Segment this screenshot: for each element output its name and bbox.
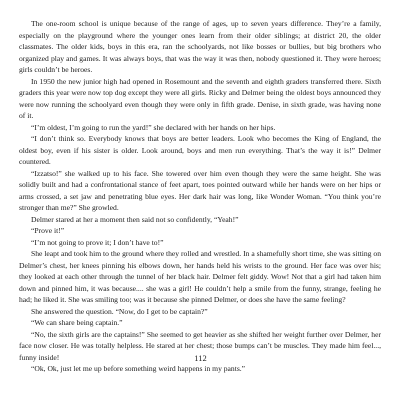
paragraph: Delmer stared at her a moment then said not so confidently, “Yeah!”: [31, 214, 239, 224]
paragraph: She answered the question. “Now, do I get to be captain?”: [31, 306, 208, 316]
paragraph: “No, the sixth girls are the captains!” She seemed to get heavier as she shifted her weight further over Delmer, her face now closer. He was totally helpless. He stared at her chest; those bumps can’t be muscles. They made him feel..., funny inside!: [19, 329, 381, 362]
paragraph: “Izzatso!” she walked up to his face. She towered over him even though they were the same height. She was solidly built and had a confrontational stance of feet apart, toes pointed outward while her hands were on her hips or arms crossed, a set jaw and penetrating blue eyes. Her dark hair was long, like Wonder Woman. “You think you’re stronger than me?” She growled.: [19, 168, 381, 212]
paragraph: “I don’t think so. Everybody knows that boys are better leaders. Look who becomes the King of England, the oldest boy, even if his sister is older. Look around, boys and men run everything. That’s the way it is!” Delmer countered.: [19, 134, 381, 166]
body-text: [19, 18, 381, 375]
paragraph: “Prove it!”: [31, 226, 65, 235]
paragraph: The one-room school is unique because of the range of ages, up to seven years difference. They’re a family, especially on the playground where the younger ones learn from their older siblings; at district 20, the older classmates. The older kids, boys in this era, ran the schoolyards, not like bosses or bullies, but big brothers who organized play and games. It was always boys, that was the way it was then, nobody questioned it. They were heroes; girls couldn’t be heroes.: [19, 19, 381, 74]
paragraph: “Ok, Ok, just let me up before something weird happens in my pants.”: [31, 364, 246, 373]
paragraph: In 1950 the new junior high had opened in Rosemount and the seventh and eighth graders transferred there. Sixth graders this year were now top dog except they were all girls. Ricky and Delmer being the oldest boys announced they were now running the schoolyard even though they were only in fifth grade. Denise, in sixth grade, was having none of it.: [19, 76, 381, 120]
page-number: 112: [194, 353, 207, 363]
paragraph: “We can share being captain.”: [31, 318, 123, 327]
paragraph: She leapt and took him to the ground where they rolled and wrestled. In a shamefully short time, she was sitting on Delmer’s chest, her knees pinning his elbows down, her hands held his wrists to the ground. Her face was over his; they looked at each other through the tunnel of her black hair. Delmer felt giddy. Wow! Not that a girl had taken him down and pinned him, it was because.... she was a girl! He couldn’t help a smile from the funny, strange, feeling he had; he liked it. She was smiling too; was it because she pinned Delmer, or does she have the same feeling?: [19, 249, 381, 304]
paragraph: “I’m oldest, I’m going to run the yard!” she declared with her hands on her hips.: [31, 122, 276, 132]
paragraph: “I’m not going to prove it; I don’t have to!”: [31, 237, 164, 247]
